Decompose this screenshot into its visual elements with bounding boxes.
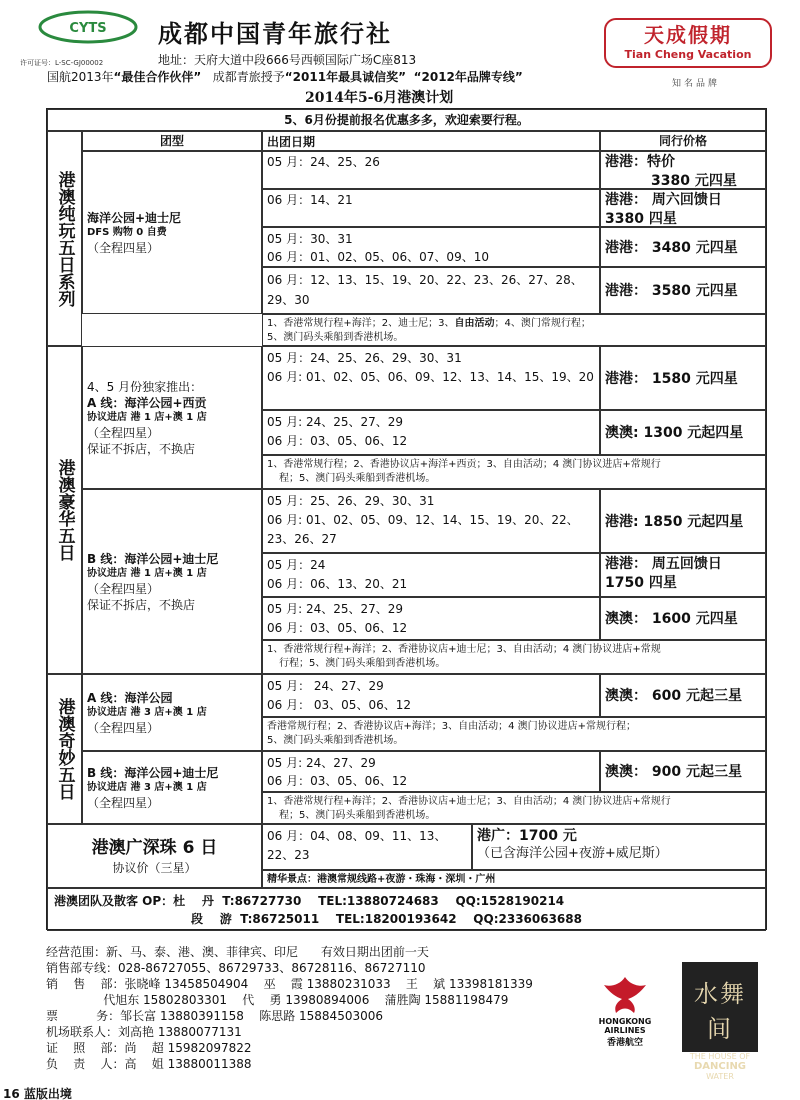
price-cell: 澳澳： 600 元起三星 [600,674,766,717]
price-cell [472,824,766,870]
section-title-text: 港澳纯玩五日系列 [54,170,75,307]
price-cell: 澳澳: 1300 元起四星 [600,410,766,455]
date-line: 06 月：06、13、20、21 [267,577,408,591]
header [0,0,800,108]
price-line: 港港：特价 [605,154,675,170]
note-text: 香港常规行程；2、香港协议店+海洋；3、自由活动；4 澳门协议进店+常规行程； [267,721,637,732]
tour-desc [82,674,262,751]
section-title-text: 港澳豪华五日 [54,459,75,561]
company-name: 成都中国青年旅行社 [158,19,392,48]
tour-line: 协议进店 港 1 店+澳 1 店 [87,567,207,579]
date-cell: 06 月：04、08、09、11、13、22、23 [262,824,472,870]
info-line: 代旭东 15802803301 代 勇 13980894006 蒲胜陶 15881198479 [46,993,509,1007]
contact-line: 段 游 T:86725011 TEL:18200193642 QQ:2336063688 [191,912,582,926]
date-cell [262,410,600,455]
note-text: 1、香港常规行程+海洋；2、香港协议店+迪士尼；3、自由活动；4 澳门协议进店+常规行 [267,796,671,807]
permit-number: 许可证号：L-SC-GJ00002 [20,59,104,67]
info-line: 销售部专线：028-86727055、86729733、86728116、86727110 [46,961,426,975]
awards-line [47,68,523,85]
award-part: “最佳合作伙伴” [113,70,202,84]
highlights: 精华景点：港澳常规线路+夜游・珠海・深圳・广州 [262,870,766,888]
price-cell [600,553,766,597]
section-title-text: 港澳奇妙五日 [54,698,75,800]
hongkong-airlines-logo [585,973,665,1048]
section-title-wonder [47,674,82,824]
date-line: 05 月: 24、27、29 [267,756,376,770]
note-text: 1、香港常规行程+海洋；2、香港协议店+迪士尼；3、自由活动；4 澳门协议进店+常规 [267,644,661,655]
page-footer: 16 蓝版出境 [3,1087,72,1100]
dancing-water-cn: 水舞间 [694,980,746,1043]
date-line: 05 月：30、31 [267,232,353,246]
bauhinia-icon [600,973,650,1013]
tour-line: （全程四星） [87,795,160,810]
date-cell [262,597,600,640]
itinerary-note [262,792,766,824]
date-line: 06 月：03、05、06、12 [267,774,408,788]
date-line: 05 月：25、26、29、30、31 [267,494,435,508]
date-line: 06 月：03、05、06、12 [267,434,408,448]
tiancheng-brand-logo [604,18,772,68]
date-line: 06 月： 03、05、06、12 [267,698,411,712]
section-title-gd [47,824,262,888]
tour-line: 保证不拆店，不换店 [87,597,196,612]
date-line: 06 月: 01、02、05、06、09、12、13、14、15、19、20 [267,370,594,384]
tour-line: （全程四星） [87,720,160,735]
price-cell: 澳澳： 900 元起三星 [600,751,766,792]
price-line: 3380 元四星 [651,173,737,189]
hk-airlines-en: HONGKONG AIRLINES [598,1017,652,1035]
business-info [46,944,533,1072]
note-text: 程；5、澳门码头乘船到香港机场。 [279,810,436,821]
note-text: 行程；5、澳门码头乘船到香港机场。 [279,658,446,669]
price-cell: 港港： 3580 元四星 [600,267,766,314]
date-cell [262,489,600,553]
date-cell: 06 月：14、21 [262,189,600,227]
date-line: 06 月：01、02、05、06、07、09、10 [267,250,489,264]
hk-airlines-cn: 香港航空 [606,1038,643,1048]
brand-cn: 天成假期 [644,23,732,47]
itinerary-note [262,717,766,751]
note-text: 5、澳门码头乘船到香港机场。 [267,735,404,746]
itinerary-note [262,455,766,489]
info-line: 经营范围：新、马、泰、港、澳、菲律宾、印尼 有效日期出团前一天 [46,945,429,959]
award-part: 国航2013年 [47,70,114,84]
company-address: 地址：天府大道中段666号西顿国际广场C座813 [158,53,417,67]
section-title-text: 港澳广深珠 6 日 [91,838,218,858]
itinerary-note [262,640,766,674]
tour-line: 4、5 月份独家推出： [87,379,203,394]
note-text: 5、澳门码头乘船到香港机场。 [267,332,404,343]
date-cell: 05 月：24、25、26 [262,151,600,189]
note-text: 1、香港常规行程；2、香港协议店+海洋+西贡；3、自由活动；4 澳门协议进店+常规行 [267,459,661,470]
date-line: 05 月: 24、25、27、29 [267,602,404,616]
info-line: 负 责 人：高 姐 13880011388 [46,1057,252,1071]
dancing-water-en: WATER [706,1072,734,1081]
col-header-date: 出团日期 [262,131,600,151]
col-header-price: 同行价格 [600,131,766,151]
price-line: 港港： 周五回馈日 [605,556,722,572]
note-text: 1、香港常规行程+海洋；2、迪士尼；3、 [267,318,455,329]
award-part: “2011年最具诚信奖” [284,70,406,84]
price-cell [600,151,766,189]
price-line: 3380 四星 [605,211,677,227]
info-line: 证 照 部：尚 超 15982097822 [46,1041,252,1055]
date-cell [262,346,600,410]
tour-line: （全程四星） [87,425,160,440]
note-text: 程；5、澳门码头乘船到香港机场。 [279,473,436,484]
itinerary-note [262,314,766,346]
award-part: “2012年品牌专线” [413,70,523,84]
section-title-luxury [47,346,82,674]
info-line: 机场联系人：刘高艳 13880077131 [46,1025,242,1039]
info-line: 销 售 部：张晓峰 13458504904 巫 霞 13880231033 王 斌 13398181339 [46,977,533,991]
tour-desc [82,751,262,824]
date-line: 05 月：24、25、26、29、30、31 [267,351,462,365]
tour-line: DFS 购物 0 自费 [87,226,167,238]
date-line: 05 月：24 [267,558,326,572]
dancing-water-en: THE HOUSE OF [689,1052,751,1061]
date-line: 05 月: 24、25、27、29 [267,415,404,429]
date-cell [262,227,600,267]
brand-subtitle: 知名品牌 [672,79,721,89]
plan-title: 2014年5-6月港澳计划 [305,90,454,106]
date-line: 06 月: 01、02、05、09、12、14、15、19、20、22、23、26、27 [267,513,579,546]
tour-line: 保证不拆店，不换店 [87,441,196,456]
award-part: 成都青旅授予 [212,70,285,84]
brand-en: Tian Cheng Vacation [624,48,752,61]
price-cell: 港港： 1580 元四星 [600,346,766,410]
price-line: （已含海洋公园+夜游+威尼斯） [477,846,668,861]
svg-text:CYTS: CYTS [69,21,107,36]
date-cell: 06 月：12、13、15、19、20、22、23、26、27、28、29、30 [262,267,600,314]
cyts-logo [38,10,138,44]
date-cell [262,751,600,792]
note-text: ；4、澳门常规行程； [494,318,591,329]
date-cell [262,553,600,597]
schedule-table [46,108,767,930]
price-cell [600,189,766,227]
tour-line: 协议进店 港 3 店+澳 1 店 [87,706,207,718]
promo-banner: 5、6月份提前报名优惠多多，欢迎索要行程。 [47,109,766,131]
tour-line: （全程四星） [87,240,160,255]
contacts [47,888,766,931]
price-cell: 港港： 3480 元四星 [600,227,766,267]
dancing-water-logo [682,962,758,1081]
section-title-pure-tour [47,131,82,346]
date-line: 06 月：03、05、06、12 [267,621,408,635]
tour-desc [82,151,262,314]
section-subtitle: 协议价（三星） [112,861,197,875]
price-cell: 澳澳： 1600 元四星 [600,597,766,640]
tour-line: B 线：海洋公园+迪士尼 [87,765,219,780]
tour-desc [82,346,262,489]
price-line: 1750 四星 [605,575,677,591]
tour-line: 协议进店 港 3 店+澳 1 店 [87,781,207,793]
date-cell [262,674,600,717]
tour-line: （全程四星） [87,581,160,596]
price-cell: 港港: 1850 元起四星 [600,489,766,553]
dancing-water-en: DANCING [693,1061,747,1072]
col-header-group: 团型 [82,131,262,151]
note-text: 自由活动 [454,318,495,329]
tour-line: A 线：海洋公园+西贡 [87,395,207,410]
info-line: 票 务：邹长富 13880391158 陈思路 15884503006 [46,1009,383,1023]
contact-line: 港澳团队及散客 OP：杜 丹 T:86727730 TEL:13880724683 QQ:1528190214 [54,894,565,908]
tour-line: A 线：海洋公园 [87,690,173,705]
tour-line: 协议进店 港 1 店+澳 1 店 [87,411,207,423]
date-line: 05 月： 24、27、29 [267,679,384,693]
price-line: 港广：1700 元 [477,828,577,844]
tour-line: B 线：海洋公园+迪士尼 [87,551,219,566]
tour-desc [82,489,262,674]
tour-line: 海洋公园+迪士尼 [87,210,182,225]
price-line: 港港： 周六回馈日 [605,192,722,208]
